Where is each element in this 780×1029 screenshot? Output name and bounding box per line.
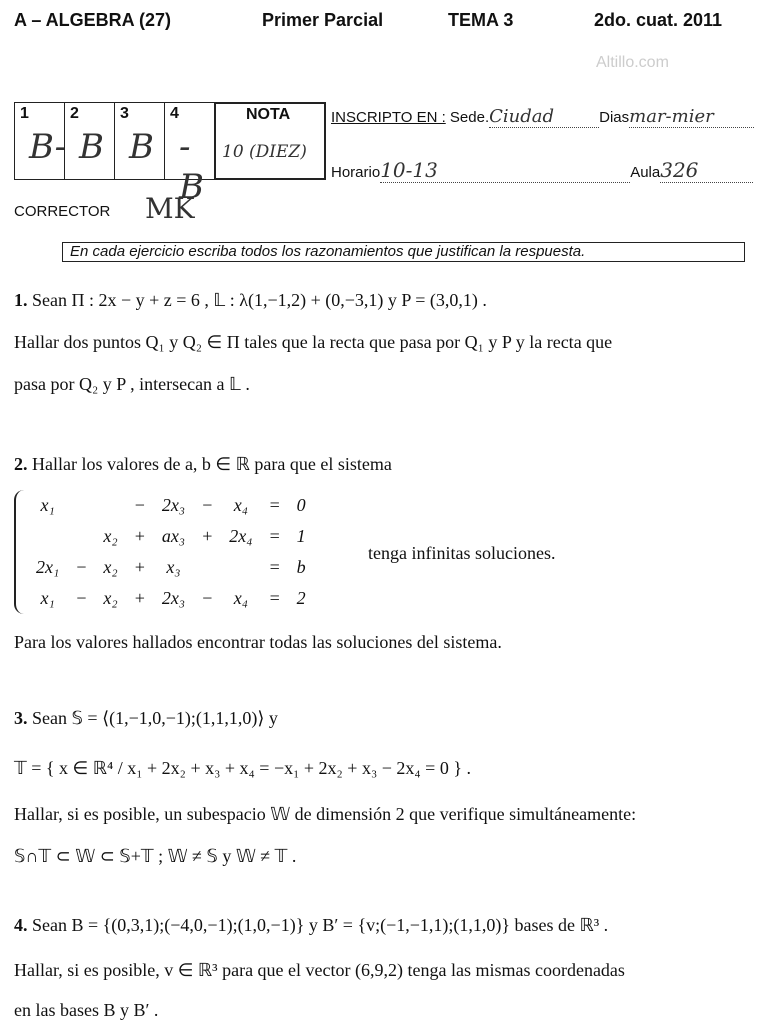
equation-term: − [75,557,88,577]
problem-3-line-3: Hallar, si es posible, un subespacio 𝕎 de dimensión 2 que verifique simultáneamente: [14,804,637,824]
equation-term: x₂ [103,526,118,546]
equation-term: = [268,557,281,577]
equation-term [193,552,221,583]
problem-3-line-1: 3. Sean 𝕊 = ⟨(1,−1,0,−1);(1,1,1,0)⟩ y [14,708,278,728]
equation-term: x₂ [103,588,118,608]
equation-term [95,490,125,521]
exam-period: 2do. cuat. 2011 [594,10,723,30]
equation-term: 2x₄ [229,526,253,546]
equation-term: − [201,588,214,608]
grade-cell-1: 1 B- [14,102,65,180]
course-title: A – ALGEBRA (27) [14,10,172,30]
equation-term: x₃ [166,557,181,577]
horario-row: Horario10-13 Aula326 [331,158,753,183]
equation-term: x₂ [103,557,118,577]
equation-term: x₄ [233,495,248,515]
equation-term: + [133,526,146,546]
equation-term: + [201,526,214,546]
equation-row [28,552,314,583]
equation-row [28,490,314,521]
equation-term: − [201,495,214,515]
problem-4-line-1: 4. Sean B = {(0,3,1);(−4,0,−1);(1,0,−1)} y B′ = {v;(−1,−1,1);(1,1,0)} bases de ℝ³ . [14,915,609,935]
equation-term: − [75,588,88,608]
equation-term: x₁ [40,495,55,515]
equation-system [14,490,314,614]
equation-term [67,490,95,521]
equation-term: b [296,557,306,577]
inscripto-row: INSCRIPTO EN : Sede.Ciudad Diasmar-mier [331,106,754,128]
problem-4-line-2: Hallar, si es posible, v ∈ ℝ³ para que el vector (6,9,2) tenga las mismas coordenadas [14,960,625,980]
equation-term: x₁ [40,588,55,608]
equation-term: 2x₃ [161,495,186,515]
problem-2-line-3: Para los valores hallados encontrar todas las soluciones del sistema. [14,632,502,652]
problem-1-line-3: pasa por Q₂ y P , intersecan a 𝕃 . [14,374,250,394]
equation-term: 2 [296,588,306,608]
equation-term [221,552,260,583]
equation-term: − [133,495,146,515]
problem-3-line-2: 𝕋 = { x ∈ ℝ⁴ / x₁ + 2x₂ + x₃ + x₄ = −x₁ + 2x₂ + x₃ − 2x₄ = 0 } . [14,758,471,778]
problem-4-line-3: en las bases B y B′ . [14,1000,159,1020]
grade-cell-3: 3 B [114,102,165,180]
instruction-box: En cada ejercicio escriba todos los razonamientos que justifican la respuesta. [62,242,745,262]
equation-term: 2x₁ [36,557,60,577]
equation-term: x₄ [233,588,248,608]
equation-term: ax₃ [161,526,186,546]
equation-term [28,521,67,552]
problem-2-line-1: 2. Hallar los valores de a, b ∈ ℝ para que el sistema [14,454,392,474]
watermark: Altillo.com [596,54,669,71]
equation-term: + [133,588,146,608]
equation-term: = [268,495,281,515]
equation-term: = [268,588,281,608]
equation-row [28,521,314,552]
exam-tema: TEMA 3 [448,10,514,30]
exam-name: Primer Parcial [262,10,384,30]
equation-term: 1 [296,526,306,546]
equation-term: = [268,526,281,546]
equation-row [28,583,314,614]
equation-term: + [133,557,146,577]
problem-3-line-4: 𝕊∩𝕋 ⊂ 𝕎 ⊂ 𝕊+𝕋 ; 𝕎 ≠ 𝕊 y 𝕎 ≠ 𝕋 . [14,846,297,866]
nota-value: 10 (DIEZ) [222,142,307,162]
brace [14,490,28,614]
problem-1-line-1: 1. Sean Π : 2x − y + z = 6 , 𝕃 : λ(1,−1,2) + (0,−3,1) y P = (3,0,1) . [14,290,487,310]
equation-term: 2x₃ [161,588,186,608]
grade-cell-2: 2 B [64,102,115,180]
nota-cell: NOTA 10 (DIEZ) [214,102,326,180]
problem-2-line-2: tenga infinitas soluciones. [368,543,556,563]
equation-term [67,521,95,552]
corrector-label: CORRECTOR [14,203,111,220]
corrector-value: MK [145,192,195,225]
grade-cell-4: 4 -B [164,102,215,180]
equation-term: 0 [296,495,306,515]
problem-1-line-2: Hallar dos puntos Q₁ y Q₂ ∈ Π tales que la recta que pasa por Q₁ y P y la recta que [14,332,613,352]
